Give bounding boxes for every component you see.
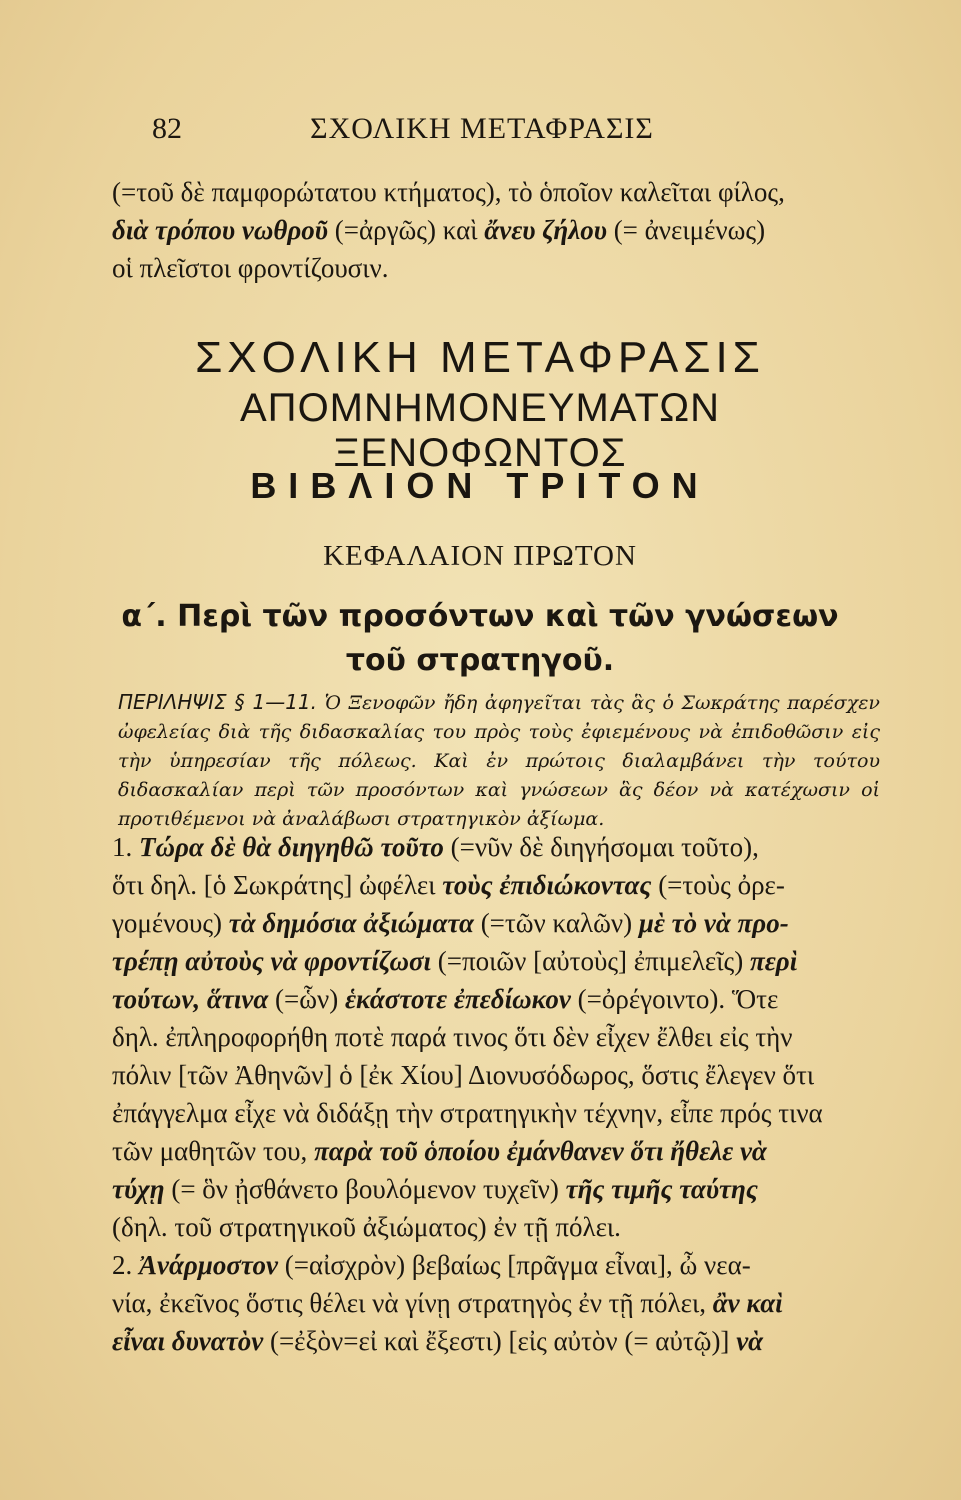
text-run: (=ποιῶν [αὐτοὺς] ἐπιμελεῖς) [431, 946, 750, 976]
text-line [112, 1056, 882, 1094]
summary-lead: ΠΕΡΙΛΗΨΙΣ § 1—11. [118, 690, 318, 714]
text-run: (=νῦν δὲ διηγήσομαι τοῦτο), [443, 832, 759, 862]
text-run: (=ὀρέγοιντο). Ὅτε [570, 984, 779, 1014]
text-line [112, 866, 882, 904]
text-run: γομένους) [112, 908, 229, 938]
text-run: (=ἐξὸν=εἰ καὶ ἔξεστι) [εἰς αὐτὸν (= αὐτῷ)] [263, 1326, 737, 1356]
text-run: οἱ πλεῖστοι φροντίζουσιν. [112, 253, 389, 283]
series-heading: ΣΧΟΛΙΚΗ ΜΕΤΑΦΡΑΣΙΣ [195, 333, 765, 382]
emphasized-phrase: τούτων, ἅτινα [112, 984, 269, 1014]
text-run: ἐπάγγελμα εἶχε νὰ διδάξῃ τὴν στρατηγικὴν τέχνην, εἶπε πρός τινα [112, 1098, 823, 1128]
section-heading-line-1: α΄. Περὶ τῶν προσόντων καὶ τῶν γνώσεων [121, 599, 839, 634]
section-heading-line-2: τοῦ στρατηγοῦ. [345, 643, 615, 678]
text-run: (=τοὺς ὀρε- [651, 870, 785, 900]
emphasized-phrase: τρέπῃ αὐτοὺς νὰ φροντίζωσι [112, 946, 432, 976]
text-run: (=ὧν) [268, 984, 345, 1014]
text-line [112, 1208, 882, 1246]
carryover-line [112, 211, 882, 249]
text-run: τῶν μαθητῶν του, [112, 1136, 315, 1166]
carryover-paragraph [112, 173, 882, 287]
text-run: (=τῶν καλῶν) [473, 908, 639, 938]
text-line [112, 904, 882, 942]
text-run: (= ἀνειμένως) [606, 215, 766, 245]
text-run: ὅτι δηλ. [ὁ Σωκράτης] ὠφέλει [112, 870, 443, 900]
text-line [112, 1094, 882, 1132]
text-line [112, 828, 882, 866]
book-heading: ΒΙΒΛΙΟΝ ΤΡΙΤΟΝ [250, 465, 710, 506]
text-line [112, 980, 882, 1018]
summary-text: Ὁ Ξενοφῶν ἤδη ἀφηγεῖται τὰς ἃς ὁ Σωκράτης παρέσχεν ὠφελείας διὰ τῆς διδασκαλίας του πρὸς τοὺς ἐφιεμένους νὰ ἐπιδοθῶσιν εἰς τὴν ὑπηρεσίαν τῆς πόλεως. Καὶ ἐν πρώτοις διαλαμβάνει τὴν τούτου διδασκαλίαν περὶ τῶν προσόντων καὶ γνώσεων ἃς δέον νὰ κατέχωσιν οἱ προτιθέμενοι νὰ ἀναλάβωσι στρατηγικὸν ἀξίωμα. [118, 692, 880, 830]
emphasized-phrase: Ἀνάρμοστον [139, 1250, 278, 1280]
summary-paragraph [118, 688, 880, 834]
text-run: (=αἰσχρὸν) βεβαίως [πρᾶγμα εἶναι], ὦ νεα- [278, 1250, 751, 1280]
carryover-line [112, 173, 882, 211]
work-heading: ΑΠΟΜΝΗΜΟΝΕΥΜΑΤΩΝ ΞΕΝΟΦΩΝΤΟΣ [240, 386, 720, 475]
text-line [112, 1018, 882, 1056]
text-run: νία, ἐκεῖνος ὅστις θέλει νὰ γίνῃ στρατηγὸς ἐν τῇ πόλει, [112, 1288, 713, 1318]
emphasized-phrase: Τώρα δὲ θὰ διηγηθῶ τοῦτο [139, 832, 444, 862]
emphasized-phrase: ἑκάστοτε ἐπεδίωκον [344, 984, 571, 1014]
text-run: δηλ. ἐπληροφορήθη ποτὲ παρά τινος ὅτι δὲν εἶχεν ἔλθει εἰς τὴν [112, 1022, 793, 1052]
text-line [112, 1246, 882, 1284]
text-line [112, 942, 882, 980]
text-line [112, 1322, 882, 1360]
emphasized-phrase: μὲ τὸ νὰ προ- [638, 908, 789, 938]
running-title: ΣΧΟΛΙΚΗ ΜΕΤΑΦΡΑΣΙΣ [310, 112, 654, 145]
emphasized-phrase: παρὰ τοῦ ὁποίου ἐμάνθανεν ὅτι ἤθελε νὰ [314, 1136, 767, 1166]
running-head [152, 112, 892, 152]
text-run: 2. [112, 1250, 139, 1280]
emphasized-phrase: νὰ [736, 1326, 764, 1356]
text-run: 1. [112, 832, 139, 862]
text-run: (δηλ. τοῦ στρατηγικοῦ ἀξιώματος) ἐν τῇ πόλει. [112, 1212, 621, 1242]
carryover-line [112, 249, 882, 287]
emphasized-phrase: τύχῃ [112, 1174, 165, 1204]
text-run: (=τοῦ δὲ παμφορώτατου κτήματος), τὸ ὁποῖον καλεῖται [112, 177, 718, 207]
chapter-heading: ΚΕΦΑΛΑΙΟΝ ΠΡΩΤΟΝ [323, 540, 637, 572]
main-text [112, 828, 882, 1360]
text-run: πόλιν [τῶν Ἀθηνῶν] ὁ [ἐκ Χίου] Διονυσόδωρος, ὅστις ἔλεγεν ὅτι [112, 1060, 815, 1090]
emphasized-phrase: περὶ [749, 946, 798, 976]
text-run: (=ἀργῶς) καὶ [328, 215, 485, 245]
emphasized-phrase: τὰ δημόσια ἀξιώματα [228, 908, 474, 938]
text-run: φίλος, [717, 177, 785, 207]
text-line [112, 1170, 882, 1208]
page-number: 82 [152, 112, 182, 145]
emphasized-phrase: ἄνευ ζήλου [484, 215, 607, 245]
emphasized-phrase: ἂν καὶ [712, 1288, 783, 1318]
emphasized-phrase: διὰ τρόπου νωθροῦ [112, 215, 329, 245]
emphasized-phrase: τῆς τιμῆς ταύτης [565, 1174, 758, 1204]
text-line [112, 1284, 882, 1322]
emphasized-phrase: τοὺς ἐπιδιώκοντας [442, 870, 652, 900]
text-line [112, 1132, 882, 1170]
text-run: (= ὃν ᾐσθάνετο βουλόμενον τυχεῖν) [164, 1174, 566, 1204]
emphasized-phrase: εἶναι δυνατὸν [112, 1326, 264, 1356]
section-heading [100, 595, 860, 683]
